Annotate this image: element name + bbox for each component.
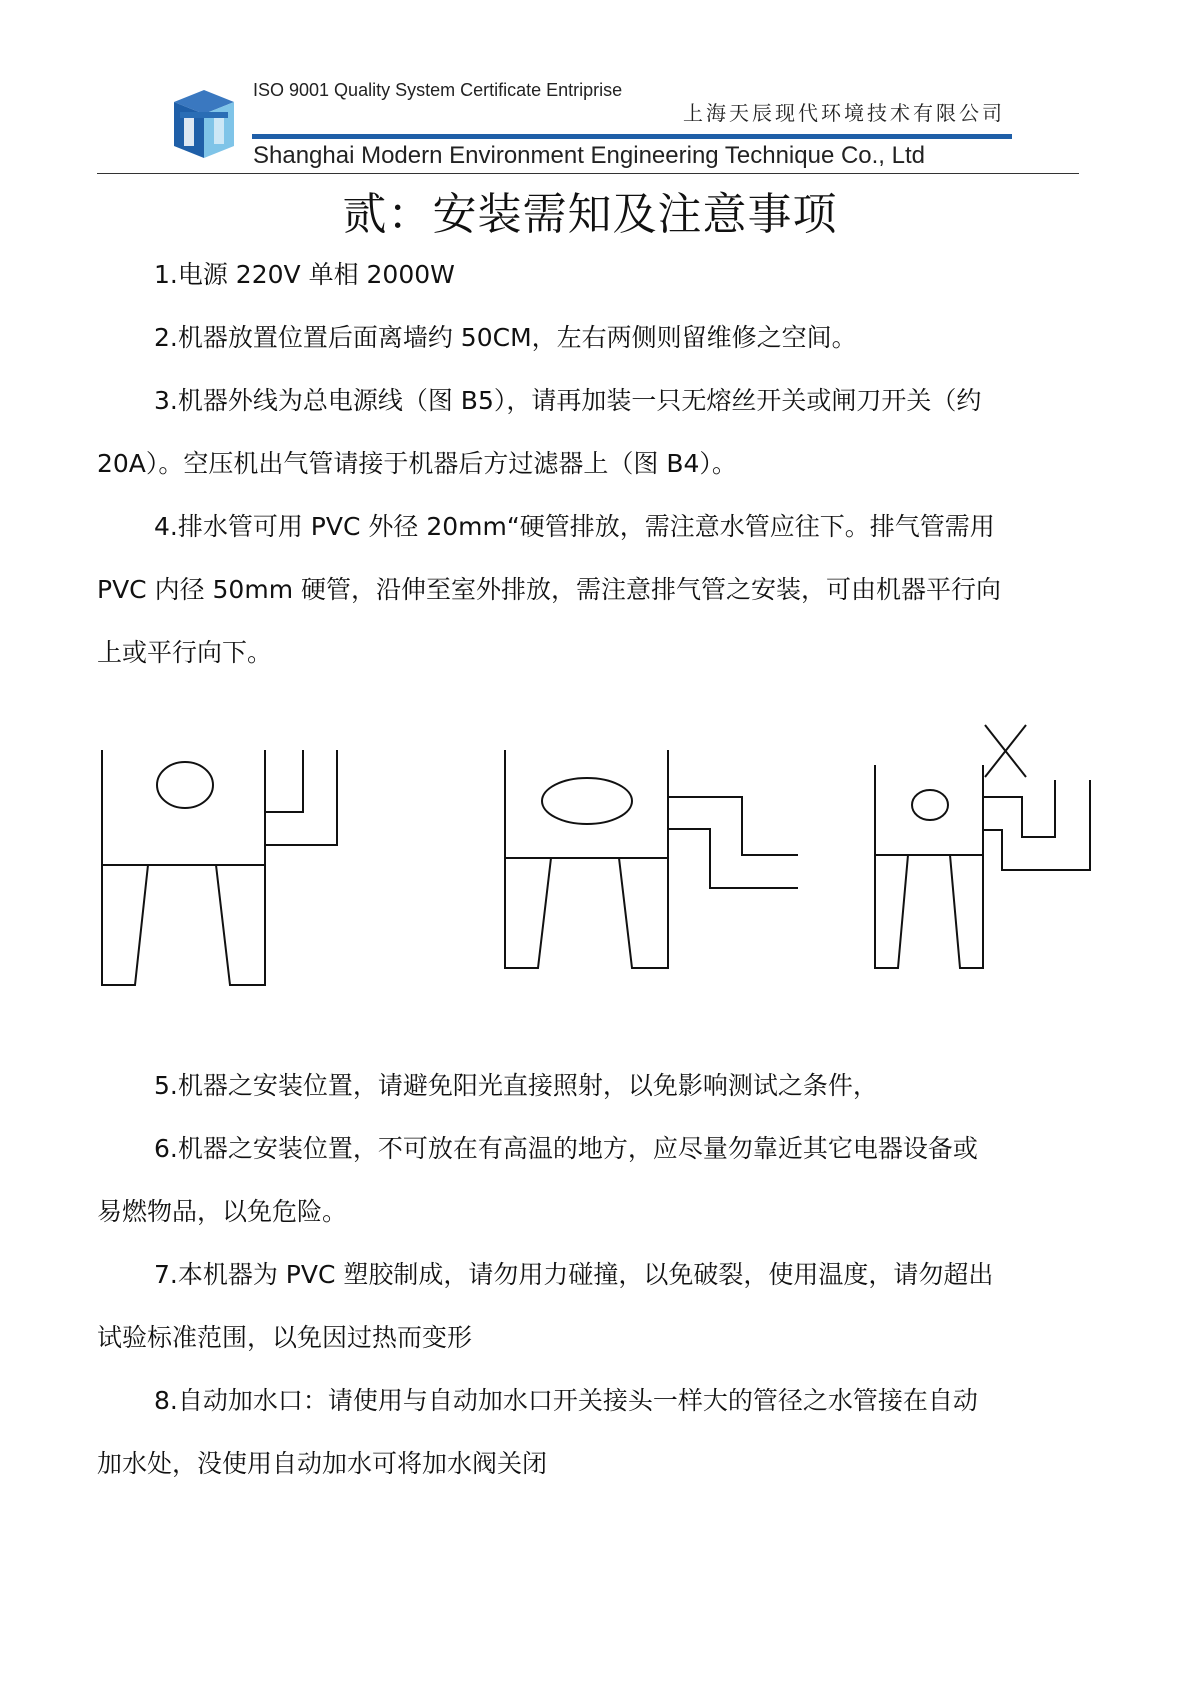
paragraph-4-line-3: 上或平行向下。 (97, 638, 273, 667)
paragraph-7-line-1: 7.本机器为 PVC 塑胶制成，请勿用力碰撞，以免破裂，使用温度，请勿超出 (154, 1260, 994, 1289)
machine-diagram-1 (102, 750, 337, 985)
machine-diagram-2 (505, 750, 798, 968)
paragraph-6-line-2: 易燃物品，以免危险。 (97, 1197, 348, 1226)
page-title: 贰：安装需知及注意事项 (342, 189, 838, 240)
paragraph-8-line-2: 加水处，没使用自动加水可将加水阀关闭 (97, 1449, 548, 1478)
iso-certificate-text: ISO 9001 Quality System Certificate Entriprise (253, 80, 623, 100)
letterhead (0, 0, 1200, 180)
paragraph-3-line-2: 20A）。空压机出气管请接于机器后方过滤器上（图 B4）。 (97, 449, 737, 478)
paragraph-6-line-1: 6.机器之安装位置，不可放在有高温的地方，应尽量勿靠近其它电器设备或 (154, 1134, 978, 1163)
paragraph-8-line-1: 8.自动加水口：请使用与自动加水口开关接头一样大的管径之水管接在自动 (154, 1386, 978, 1415)
company-name-cn: 上海天辰现代环境技术有限公司 (683, 101, 1005, 125)
machine-diagram-3 (875, 725, 1090, 968)
paragraph-2: 2.机器放置位置后面离墙约 50CM，左右两侧则留维修之空间。 (154, 323, 857, 352)
paragraph-7-line-2: 试验标准范围，以免因过热而变形 (97, 1323, 473, 1352)
paragraph-1: 1.电源 220V 单相 2000W (154, 260, 455, 289)
header-accent-bar (252, 134, 1012, 139)
paragraph-4-line-1: 4.排水管可用 PVC 外径 20mm“硬管排放，需注意水管应往下。排气管需用 (154, 512, 995, 541)
header-divider (97, 173, 1079, 174)
paragraph-4-line-2: PVC 内径 50mm 硬管，沿伸至室外排放，需注意排气管之安装，可由机器平行向 (97, 575, 1001, 604)
exhaust-pipe-installation-diagram (90, 705, 1100, 1005)
paragraph-3-line-1: 3.机器外线为总电源线（图 B5），请再加装一只无熔丝开关或闸刀开关（约 (154, 386, 982, 415)
paragraph-5: 5.机器之安装位置，请避免阳光直接照射，以免影响测试之条件， (154, 1071, 878, 1100)
company-logo-icon (164, 84, 242, 162)
company-name-en: Shanghai Modern Environment Engineering Technique Co., Ltd (253, 142, 925, 169)
